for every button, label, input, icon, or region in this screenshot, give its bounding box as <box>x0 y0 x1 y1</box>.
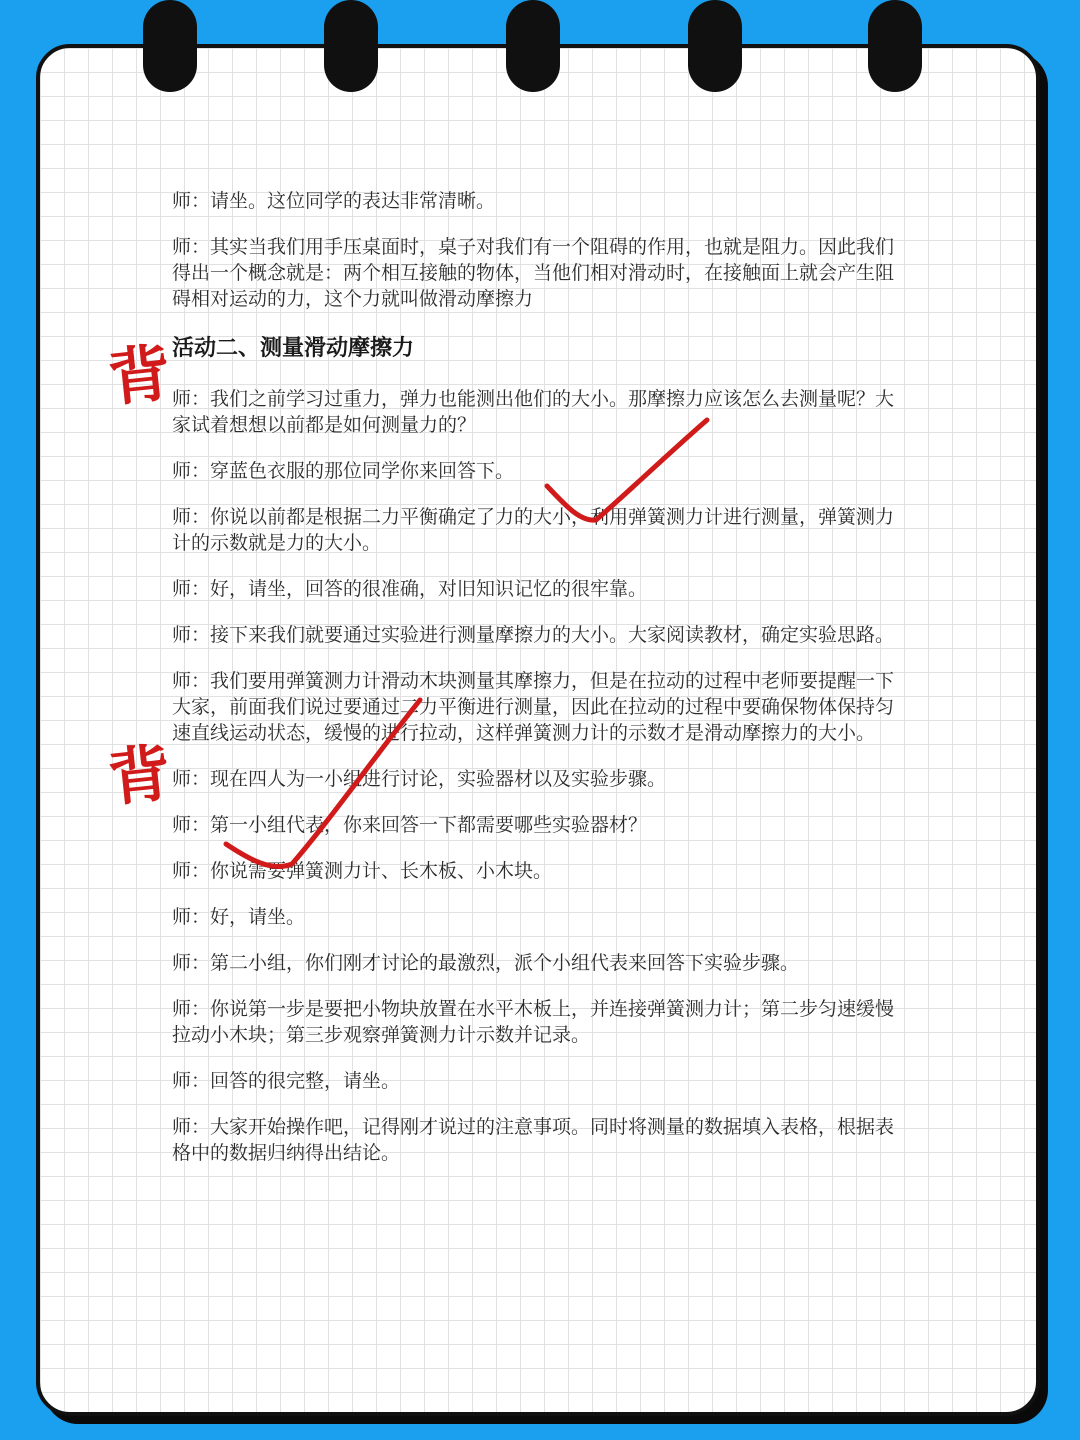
paragraph: 师：第二小组，你们刚才讨论的最激烈，派个小组代表来回答下实验步骤。 <box>172 952 800 974</box>
paragraph: 师：现在四人为一小组进行讨论，实验器材以及实验步骤。 <box>172 768 667 790</box>
binder-ring <box>688 0 742 92</box>
paragraph: 师：回答的很完整，请坐。 <box>172 1070 401 1092</box>
document-body <box>172 184 896 1166</box>
paragraph: 师：好，请坐。 <box>172 906 306 928</box>
binder-ring <box>143 0 197 92</box>
handwritten-mark: 背 <box>104 735 175 816</box>
paragraph: 师：好，请坐，回答的很准确，对旧知识记忆的很牢靠。 <box>172 578 648 600</box>
paragraph: 师：大家开始操作吧，记得刚才说过的注意事项。同时将测量的数据填入表格，根据表格中的数据归纳得出结论。 <box>172 1116 895 1164</box>
handwritten-mark: 背 <box>104 335 175 416</box>
paragraph: 师：第一小组代表，你来回答一下都需要哪些实验器材？ <box>172 814 648 836</box>
binder-ring <box>324 0 378 92</box>
paragraph: 师：其实当我们用手压桌面时，桌子对我们有一个阻碍的作用，也就是阻力。因此我们得出一个概念就是：两个相互接触的物体，当他们相对滑动时，在接触面上就会产生阻碍相对运动的力，这个力就叫做滑动摩擦力 <box>172 236 895 310</box>
paragraph: 师：你说以前都是根据二力平衡确定了力的大小，利用弹簧测力计进行测量，弹簧测力计的示数就是力的大小。 <box>172 506 895 554</box>
paragraph: 师：穿蓝色衣服的那位同学你来回答下。 <box>172 460 515 482</box>
paragraph: 师：你说需要弹簧测力计、长木板、小木块。 <box>172 860 553 882</box>
paragraph: 师：我们要用弹簧测力计滑动木块测量其摩擦力，但是在拉动的过程中老师要提醒一下大家，前面我们说过要通过二力平衡进行测量，因此在拉动的过程中要确保物体保持匀速直线运动状态，缓慢的进行拉动，这样弹簧测力计的示数才是滑动摩擦力的大小。 <box>172 670 895 744</box>
binder-ring <box>868 0 922 92</box>
section-heading: 活动二、测量滑动摩擦力 <box>172 336 415 361</box>
paragraph: 师：我们之前学习过重力，弹力也能测出他们的大小。那摩擦力应该怎么去测量呢？大家试着想想以前都是如何测量力的？ <box>172 388 895 436</box>
binder-ring <box>506 0 560 92</box>
paragraph: 师：你说第一步是要把小物块放置在水平木板上，并连接弹簧测力计；第二步匀速缓慢拉动小木块；第三步观察弹簧测力计示数并记录。 <box>172 998 895 1046</box>
paragraph: 师：接下来我们就要通过实验进行测量摩擦力的大小。大家阅读教材，确定实验思路。 <box>172 624 895 646</box>
paragraph: 师：请坐。这位同学的表达非常清晰。 <box>172 190 496 212</box>
